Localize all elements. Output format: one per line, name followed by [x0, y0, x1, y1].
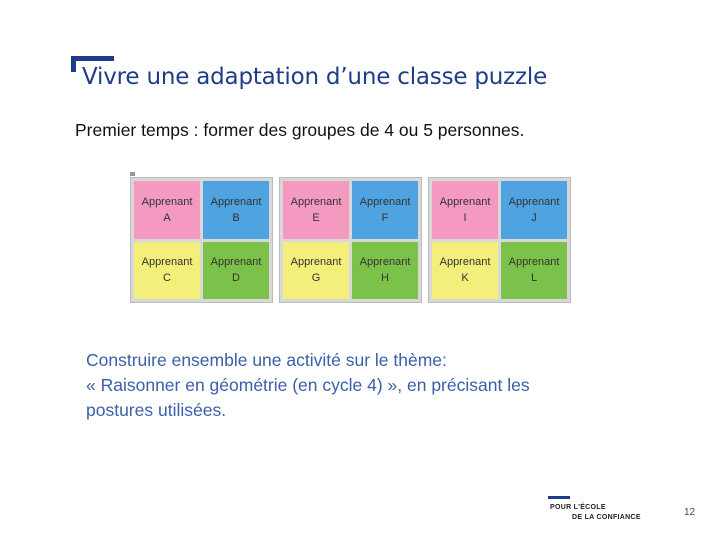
learner-cell-k — [432, 242, 498, 300]
learner-cell-l — [501, 242, 567, 300]
learner-letter: G — [311, 272, 321, 285]
learner-word: Apprenant — [439, 195, 491, 208]
learner-cell-g — [283, 242, 349, 300]
group-1 — [130, 177, 273, 303]
learner-letter: D — [232, 272, 240, 285]
group-2 — [279, 177, 422, 303]
ecole-confiance-logo — [548, 496, 678, 526]
learner-word: Apprenant — [141, 195, 193, 208]
learner-word: Apprenant — [290, 256, 342, 269]
learner-letter: F — [381, 211, 389, 224]
learner-cell-d — [203, 242, 269, 300]
slide-subtitle: Premier temps : former des groupes de 4 ou 5 personnes. — [75, 120, 525, 140]
group-3 — [428, 177, 571, 303]
learner-cell-a — [134, 181, 200, 239]
body-line-2: « Raisonner en géométrie (en cycle 4) », en précisant les — [86, 375, 530, 395]
learner-word: Apprenant — [359, 195, 411, 208]
learner-letter: I — [463, 211, 467, 224]
learner-cell-b — [203, 181, 269, 239]
puzzle-groups-diagram — [130, 175, 575, 305]
learner-letter: H — [381, 272, 389, 285]
body-line-1: Construire ensemble une activité sur le thème: — [86, 350, 447, 370]
body-line-3: postures utilisées. — [86, 400, 227, 420]
learner-word: Apprenant — [359, 256, 411, 269]
slide-title: Vivre une adaptation d’une classe puzzle — [82, 64, 548, 90]
logo-line-2: DE LA CONFIANCE — [572, 514, 641, 521]
learner-cell-f — [352, 181, 418, 239]
learner-letter: B — [232, 211, 240, 224]
page-number: 12 — [684, 507, 696, 518]
learner-word: Apprenant — [439, 256, 491, 269]
bracket-horizontal-bar — [71, 56, 114, 61]
learner-word: Apprenant — [210, 195, 262, 208]
slide-body-text — [86, 348, 646, 423]
learner-letter: C — [163, 272, 171, 285]
learner-cell-h — [352, 242, 418, 300]
learner-word: Apprenant — [508, 195, 560, 208]
learner-word: Apprenant — [508, 256, 560, 269]
learner-letter: K — [461, 272, 469, 285]
learner-word: Apprenant — [210, 256, 262, 269]
logo-bar — [548, 496, 570, 499]
bracket-vertical-bar — [71, 56, 76, 72]
learner-cell-c — [134, 242, 200, 300]
learner-cell-j — [501, 181, 567, 239]
learner-letter: A — [163, 211, 171, 224]
learner-cell-i — [432, 181, 498, 239]
learner-letter: E — [312, 211, 320, 224]
learner-cell-e — [283, 181, 349, 239]
learner-word: Apprenant — [290, 195, 342, 208]
learner-letter: J — [531, 211, 537, 224]
learner-word: Apprenant — [141, 256, 193, 269]
learner-letter: L — [530, 272, 538, 285]
logo-line-1: POUR L'ÉCOLE — [550, 504, 606, 511]
